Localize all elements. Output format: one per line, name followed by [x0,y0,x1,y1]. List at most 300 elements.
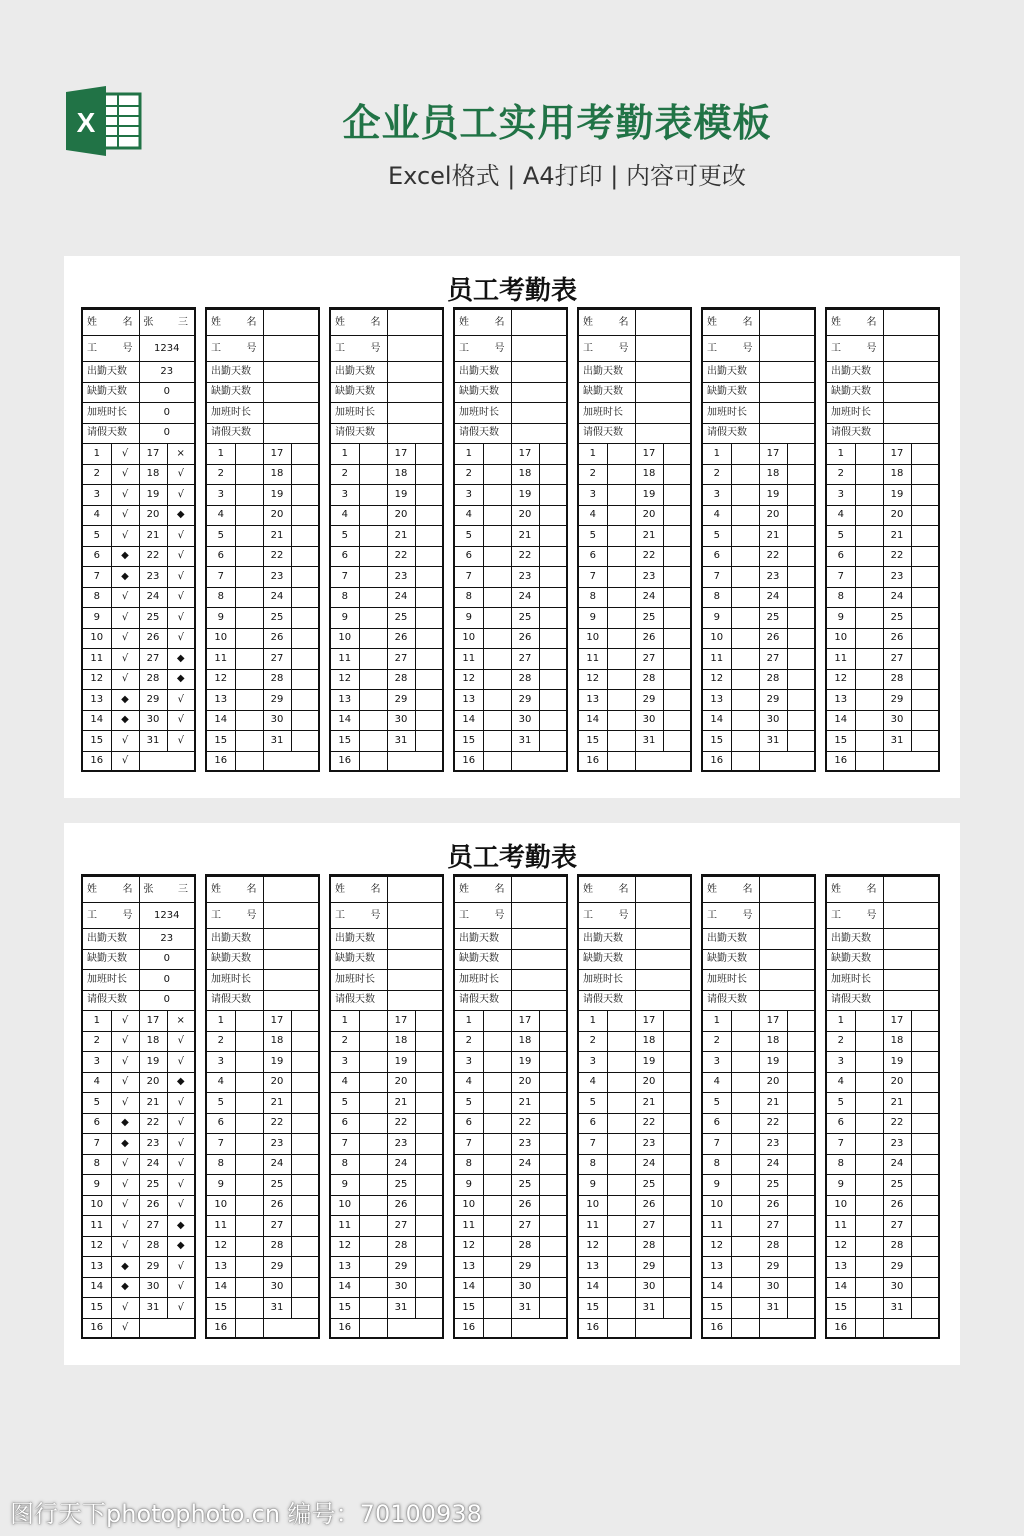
leave-days-value[interactable] [387,990,442,1011]
day-mark[interactable]: √ [167,1031,194,1052]
day-mark[interactable] [855,1236,883,1257]
day-mark[interactable] [235,1052,263,1073]
day-mark[interactable] [855,751,883,771]
day-mark[interactable] [663,1298,690,1319]
day-mark[interactable] [663,628,690,649]
day-mark[interactable] [483,1216,511,1237]
overtime-hours-value[interactable] [511,970,566,991]
day-mark[interactable] [539,1052,566,1073]
day-mark[interactable] [607,526,635,547]
id-value[interactable] [511,336,566,362]
day-mark[interactable] [911,1257,938,1278]
day-mark[interactable] [483,1031,511,1052]
day-mark[interactable] [787,1236,814,1257]
day-mark[interactable]: ◆ [111,710,139,731]
day-mark[interactable] [483,1072,511,1093]
day-mark[interactable] [291,1257,318,1278]
day-mark[interactable] [235,1298,263,1319]
day-mark[interactable]: √ [167,710,194,731]
day-mark[interactable] [539,1236,566,1257]
day-mark[interactable] [291,1216,318,1237]
day-mark[interactable] [539,485,566,506]
day-mark[interactable] [291,567,318,588]
day-mark[interactable] [415,1072,442,1093]
day-mark[interactable] [539,628,566,649]
day-mark[interactable]: √ [111,1216,139,1237]
day-mark[interactable] [607,1052,635,1073]
day-mark[interactable] [731,1195,759,1216]
day-mark[interactable] [855,669,883,690]
day-mark[interactable] [483,1318,511,1338]
day-mark[interactable] [235,751,263,771]
day-mark[interactable]: √ [167,1113,194,1134]
day-mark[interactable] [855,1195,883,1216]
day-mark[interactable] [787,1113,814,1134]
day-mark[interactable] [291,546,318,567]
day-mark[interactable] [731,1236,759,1257]
day-mark[interactable]: × [167,1011,194,1032]
day-mark[interactable] [911,1093,938,1114]
day-mark[interactable] [235,567,263,588]
day-mark[interactable] [911,1175,938,1196]
day-mark[interactable] [663,1093,690,1114]
day-mark[interactable] [663,1052,690,1073]
day-mark[interactable] [911,505,938,526]
day-mark[interactable] [291,464,318,485]
id-value[interactable] [263,903,318,929]
day-mark[interactable] [415,731,442,752]
day-mark[interactable] [787,710,814,731]
day-mark[interactable] [855,628,883,649]
day-mark[interactable] [911,608,938,629]
day-mark[interactable] [415,669,442,690]
day-mark[interactable] [731,751,759,771]
day-mark[interactable] [291,1134,318,1155]
day-mark[interactable]: √ [111,1318,139,1338]
day-mark[interactable] [911,1031,938,1052]
day-mark[interactable] [235,1113,263,1134]
day-mark[interactable] [539,710,566,731]
day-mark[interactable] [359,669,387,690]
overtime-hours-value[interactable] [883,970,938,991]
day-mark[interactable] [415,1031,442,1052]
day-mark[interactable] [291,587,318,608]
day-mark[interactable] [235,1154,263,1175]
day-mark[interactable] [415,485,442,506]
day-mark[interactable] [663,485,690,506]
attend-days-value[interactable] [511,929,566,950]
day-mark[interactable] [483,710,511,731]
day-mark[interactable] [291,505,318,526]
name-value[interactable] [139,877,194,903]
day-mark[interactable] [607,587,635,608]
day-mark[interactable] [539,567,566,588]
name-value[interactable] [511,310,566,336]
day-mark[interactable] [359,649,387,670]
day-mark[interactable] [235,649,263,670]
day-mark[interactable] [607,751,635,771]
day-mark[interactable] [539,526,566,547]
day-mark[interactable] [415,587,442,608]
overtime-hours-value[interactable]: 0 [139,970,194,991]
day-mark[interactable] [291,690,318,711]
attend-days-value[interactable] [883,362,938,383]
day-mark[interactable] [291,1277,318,1298]
day-mark[interactable]: ◆ [111,1257,139,1278]
absent-days-value[interactable] [387,382,442,403]
day-mark[interactable] [539,1134,566,1155]
day-mark[interactable] [855,1257,883,1278]
day-mark[interactable] [607,546,635,567]
day-mark[interactable] [731,628,759,649]
day-mark[interactable]: √ [167,567,194,588]
day-mark[interactable] [235,526,263,547]
day-mark[interactable] [731,1052,759,1073]
absent-days-value[interactable] [635,949,690,970]
overtime-hours-value[interactable] [759,403,814,424]
day-mark[interactable] [663,669,690,690]
day-mark[interactable] [235,1072,263,1093]
day-mark[interactable]: √ [167,1052,194,1073]
day-mark[interactable]: √ [167,690,194,711]
day-mark[interactable] [731,731,759,752]
day-mark[interactable] [855,546,883,567]
day-mark[interactable] [911,485,938,506]
day-mark[interactable] [787,464,814,485]
day-mark[interactable] [855,690,883,711]
attend-days-value[interactable] [759,929,814,950]
day-mark[interactable] [359,485,387,506]
day-mark[interactable] [855,1277,883,1298]
day-mark[interactable] [663,1277,690,1298]
day-mark[interactable] [539,1216,566,1237]
day-mark[interactable]: √ [111,628,139,649]
overtime-hours-value[interactable] [635,403,690,424]
day-mark[interactable] [291,1195,318,1216]
day-mark[interactable] [415,1175,442,1196]
day-mark[interactable] [787,1031,814,1052]
overtime-hours-value[interactable] [263,970,318,991]
day-mark[interactable] [787,1195,814,1216]
day-mark[interactable] [291,1093,318,1114]
absent-days-value[interactable] [635,382,690,403]
day-mark[interactable] [235,1011,263,1032]
day-mark[interactable] [663,444,690,465]
day-mark[interactable] [235,1236,263,1257]
day-mark[interactable] [483,1175,511,1196]
day-mark[interactable] [235,1216,263,1237]
day-mark[interactable] [911,464,938,485]
day-mark[interactable] [359,1093,387,1114]
day-mark[interactable]: √ [167,1154,194,1175]
id-value[interactable] [759,336,814,362]
day-mark[interactable] [415,649,442,670]
day-mark[interactable] [539,464,566,485]
day-mark[interactable] [483,751,511,771]
overtime-hours-value[interactable] [387,403,442,424]
leave-days-value[interactable] [635,423,690,444]
day-mark[interactable]: √ [111,751,139,771]
day-mark[interactable] [855,1011,883,1032]
day-mark[interactable] [539,1011,566,1032]
day-mark[interactable]: × [167,444,194,465]
day-mark[interactable] [415,505,442,526]
day-mark[interactable] [359,1052,387,1073]
day-mark[interactable] [855,1031,883,1052]
absent-days-value[interactable] [263,382,318,403]
day-mark[interactable] [911,526,938,547]
day-mark[interactable] [415,464,442,485]
day-mark[interactable] [415,1011,442,1032]
day-mark[interactable] [483,1195,511,1216]
day-mark[interactable] [787,485,814,506]
day-mark[interactable]: √ [167,1175,194,1196]
day-mark[interactable] [483,1257,511,1278]
day-mark[interactable] [235,1318,263,1338]
day-mark[interactable] [235,731,263,752]
day-mark[interactable] [911,587,938,608]
day-mark[interactable]: √ [111,1236,139,1257]
day-mark[interactable]: √ [167,546,194,567]
day-mark[interactable]: √ [111,444,139,465]
day-mark[interactable]: ◆ [167,1216,194,1237]
day-mark[interactable]: √ [167,1093,194,1114]
id-value[interactable] [387,903,442,929]
day-mark[interactable] [911,1052,938,1073]
day-mark[interactable] [855,649,883,670]
day-mark[interactable] [731,1093,759,1114]
day-mark[interactable] [415,628,442,649]
day-mark[interactable] [731,526,759,547]
day-mark[interactable] [911,731,938,752]
leave-days-value[interactable] [511,990,566,1011]
attend-days-value[interactable] [635,362,690,383]
day-mark[interactable] [663,567,690,588]
day-mark[interactable] [911,444,938,465]
absent-days-value[interactable]: 0 [139,382,194,403]
day-mark[interactable] [663,546,690,567]
day-mark[interactable] [855,1318,883,1338]
day-mark[interactable] [291,485,318,506]
day-mark[interactable] [235,1175,263,1196]
day-mark[interactable]: √ [167,628,194,649]
day-mark[interactable] [855,1134,883,1155]
day-mark[interactable] [911,690,938,711]
day-mark[interactable] [483,1011,511,1032]
leave-days-value[interactable] [263,990,318,1011]
day-mark[interactable]: ◆ [111,1277,139,1298]
day-mark[interactable] [483,1154,511,1175]
day-mark[interactable] [359,1298,387,1319]
day-mark[interactable] [855,1113,883,1134]
day-mark[interactable] [415,1298,442,1319]
day-mark[interactable] [483,1236,511,1257]
day-mark[interactable] [663,464,690,485]
day-mark[interactable] [607,608,635,629]
day-mark[interactable]: ◆ [111,1134,139,1155]
absent-days-value[interactable] [511,382,566,403]
day-mark[interactable] [787,628,814,649]
day-mark[interactable]: √ [167,1134,194,1155]
day-mark[interactable] [235,710,263,731]
day-mark[interactable] [911,1113,938,1134]
day-mark[interactable] [539,505,566,526]
day-mark[interactable] [607,1257,635,1278]
day-mark[interactable] [291,649,318,670]
day-mark[interactable] [235,1195,263,1216]
day-mark[interactable] [483,1277,511,1298]
day-mark[interactable] [855,1175,883,1196]
absent-days-value[interactable] [883,949,938,970]
day-mark[interactable] [855,608,883,629]
day-mark[interactable]: √ [111,1154,139,1175]
day-mark[interactable] [539,608,566,629]
day-mark[interactable] [539,587,566,608]
day-mark[interactable] [663,526,690,547]
leave-days-value[interactable] [759,423,814,444]
day-mark[interactable] [787,567,814,588]
day-mark[interactable]: ◆ [167,1072,194,1093]
day-mark[interactable] [359,1318,387,1338]
day-mark[interactable]: ◆ [167,669,194,690]
day-mark[interactable] [787,649,814,670]
absent-days-value[interactable] [759,382,814,403]
day-mark[interactable] [359,628,387,649]
id-value[interactable] [387,336,442,362]
day-mark[interactable]: √ [111,1031,139,1052]
name-value[interactable] [635,310,690,336]
day-mark[interactable]: √ [167,1195,194,1216]
day-mark[interactable] [731,1277,759,1298]
day-mark[interactable] [415,567,442,588]
day-mark[interactable] [731,1154,759,1175]
day-mark[interactable] [235,690,263,711]
day-mark[interactable]: √ [167,1277,194,1298]
overtime-hours-value[interactable]: 0 [139,403,194,424]
day-mark[interactable] [787,690,814,711]
day-mark[interactable]: √ [167,485,194,506]
day-mark[interactable] [663,710,690,731]
day-mark[interactable] [483,1093,511,1114]
day-mark[interactable] [787,1011,814,1032]
day-mark[interactable] [415,1236,442,1257]
day-mark[interactable] [911,1011,938,1032]
name-value[interactable] [263,877,318,903]
day-mark[interactable] [911,649,938,670]
day-mark[interactable] [787,1134,814,1155]
day-mark[interactable] [607,1113,635,1134]
day-mark[interactable]: √ [111,1052,139,1073]
day-mark[interactable]: √ [111,1093,139,1114]
day-mark[interactable] [731,669,759,690]
day-mark[interactable] [607,1298,635,1319]
day-mark[interactable] [539,444,566,465]
day-mark[interactable] [731,1113,759,1134]
day-mark[interactable] [291,526,318,547]
day-mark[interactable] [911,546,938,567]
day-mark[interactable] [483,485,511,506]
day-mark[interactable] [787,546,814,567]
day-mark[interactable] [787,1216,814,1237]
day-mark[interactable] [855,1154,883,1175]
day-mark[interactable] [291,1236,318,1257]
overtime-hours-value[interactable] [635,970,690,991]
day-mark[interactable] [607,1093,635,1114]
id-value[interactable] [635,336,690,362]
day-mark[interactable] [663,505,690,526]
day-mark[interactable] [607,464,635,485]
day-mark[interactable] [731,1072,759,1093]
day-mark[interactable] [855,505,883,526]
day-mark[interactable]: ◆ [111,567,139,588]
day-mark[interactable] [415,1093,442,1114]
day-mark[interactable]: √ [111,608,139,629]
day-mark[interactable] [291,608,318,629]
day-mark[interactable] [359,505,387,526]
overtime-hours-value[interactable] [387,970,442,991]
day-mark[interactable] [855,1298,883,1319]
day-mark[interactable] [731,505,759,526]
day-mark[interactable] [291,710,318,731]
attend-days-value[interactable] [387,362,442,383]
day-mark[interactable] [415,546,442,567]
day-mark[interactable] [483,1134,511,1155]
day-mark[interactable] [663,690,690,711]
day-mark[interactable] [359,1134,387,1155]
day-mark[interactable] [607,710,635,731]
leave-days-value[interactable] [263,423,318,444]
day-mark[interactable] [359,1257,387,1278]
id-value[interactable]: 1234 [139,336,194,362]
day-mark[interactable] [663,1031,690,1052]
day-mark[interactable]: √ [111,1175,139,1196]
day-mark[interactable] [359,587,387,608]
day-mark[interactable] [911,669,938,690]
day-mark[interactable] [483,669,511,690]
day-mark[interactable] [731,1011,759,1032]
day-mark[interactable] [539,649,566,670]
day-mark[interactable] [359,1277,387,1298]
day-mark[interactable]: √ [111,1195,139,1216]
day-mark[interactable] [731,444,759,465]
day-mark[interactable] [415,1113,442,1134]
day-mark[interactable]: √ [167,1298,194,1319]
day-mark[interactable] [483,690,511,711]
attend-days-value[interactable] [263,929,318,950]
day-mark[interactable] [359,1011,387,1032]
day-mark[interactable] [787,1052,814,1073]
day-mark[interactable] [607,1236,635,1257]
day-mark[interactable] [235,546,263,567]
day-mark[interactable] [359,526,387,547]
day-mark[interactable] [787,505,814,526]
day-mark[interactable] [607,1011,635,1032]
day-mark[interactable] [359,608,387,629]
day-mark[interactable]: √ [111,505,139,526]
day-mark[interactable] [787,444,814,465]
day-mark[interactable] [359,444,387,465]
day-mark[interactable]: √ [167,526,194,547]
day-mark[interactable] [663,1257,690,1278]
day-mark[interactable] [911,1216,938,1237]
day-mark[interactable] [607,1134,635,1155]
day-mark[interactable]: ◆ [111,546,139,567]
day-mark[interactable] [359,464,387,485]
day-mark[interactable] [483,608,511,629]
day-mark[interactable] [235,628,263,649]
day-mark[interactable] [539,669,566,690]
day-mark[interactable] [415,1134,442,1155]
